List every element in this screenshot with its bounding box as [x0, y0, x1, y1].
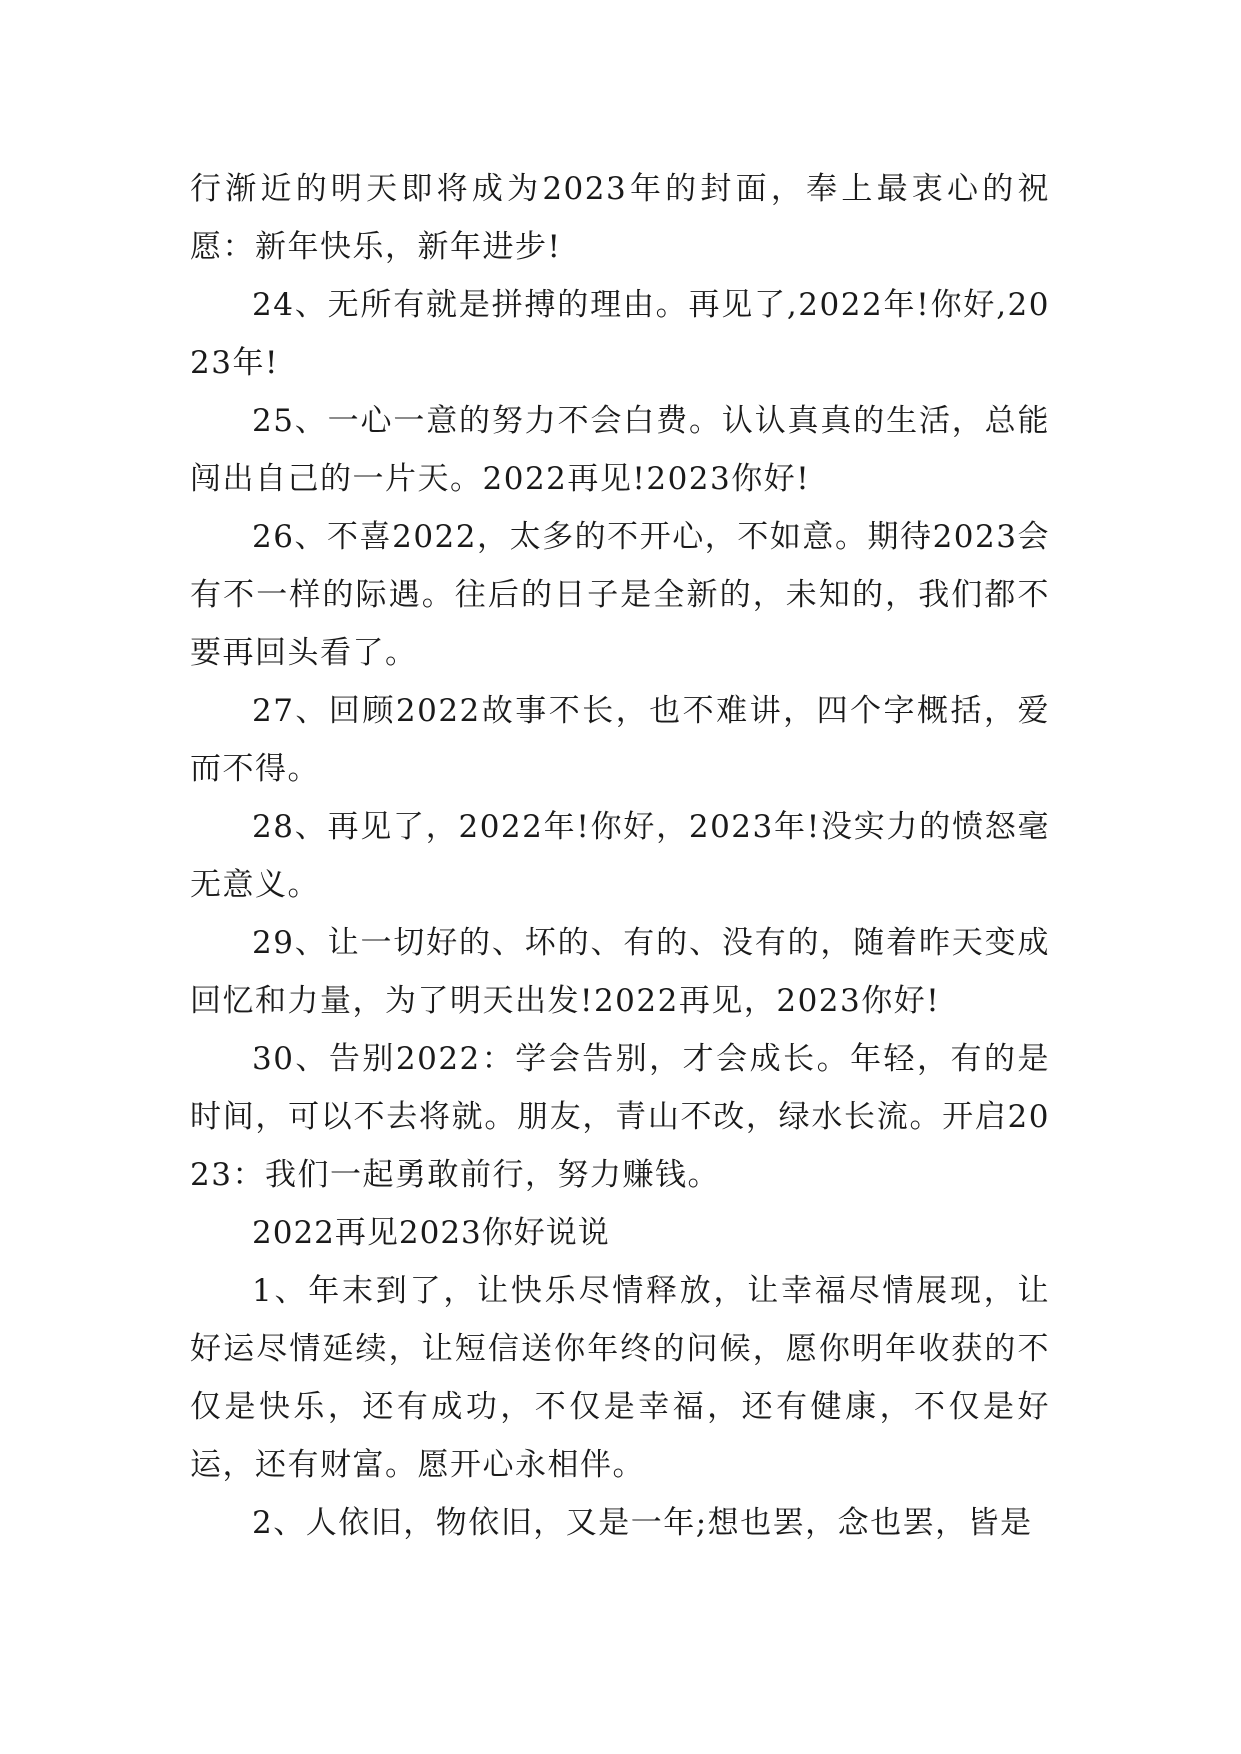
section-paragraph-1: 1、年末到了，让快乐尽情释放，让幸福尽情展现，让好运尽情延续，让短信送你年终的问候，愿你明年收获的不仅是快乐，还有成功，不仅是幸福，还有健康，不仅是好运，还有财富。愿开心永相伴。 — [190, 1273, 1050, 1483]
paragraph-item-28: 28、再见了，2022年!你好，2023年!没实力的愤怒毫无意义。 — [190, 809, 1050, 903]
paragraph-continuation: 行渐近的明天即将成为2023年的封面，奉上最衷心的祝愿：新年快乐，新年进步! — [190, 171, 1050, 265]
paragraph-item-27: 27、回顾2022故事不长，也不难讲，四个字概括，爱而不得。 — [190, 693, 1050, 787]
document-body — [190, 160, 1050, 1552]
section-paragraph-2: 2、人依旧，物依旧，又是一年;想也罢，念也罢，皆是 — [252, 1505, 1033, 1541]
paragraph-item-26: 26、不喜2022，太多的不开心，不如意。期待2023会有不一样的际遇。往后的日子是全新的，未知的，我们都不要再回头看了。 — [190, 519, 1050, 671]
paragraph-item-24: 24、无所有就是拼搏的理由。再见了,2022年!你好,2023年! — [190, 287, 1050, 381]
paragraph-item-25: 25、一心一意的努力不会白费。认认真真的生活，总能闯出自己的一片天。2022再见!2023你好! — [190, 403, 1050, 497]
paragraph-item-29: 29、让一切好的、坏的、有的、没有的，随着昨天变成回忆和力量，为了明天出发!2022再见，2023你好! — [190, 925, 1050, 1019]
paragraph-item-30: 30、告别2022：学会告别，才会成长。年轻，有的是时间，可以不去将就。朋友，青山不改，绿水长流。开启2023：我们一起勇敢前行，努力赚钱。 — [190, 1041, 1050, 1193]
section-heading: 2022再见2023你好说说 — [252, 1215, 610, 1251]
